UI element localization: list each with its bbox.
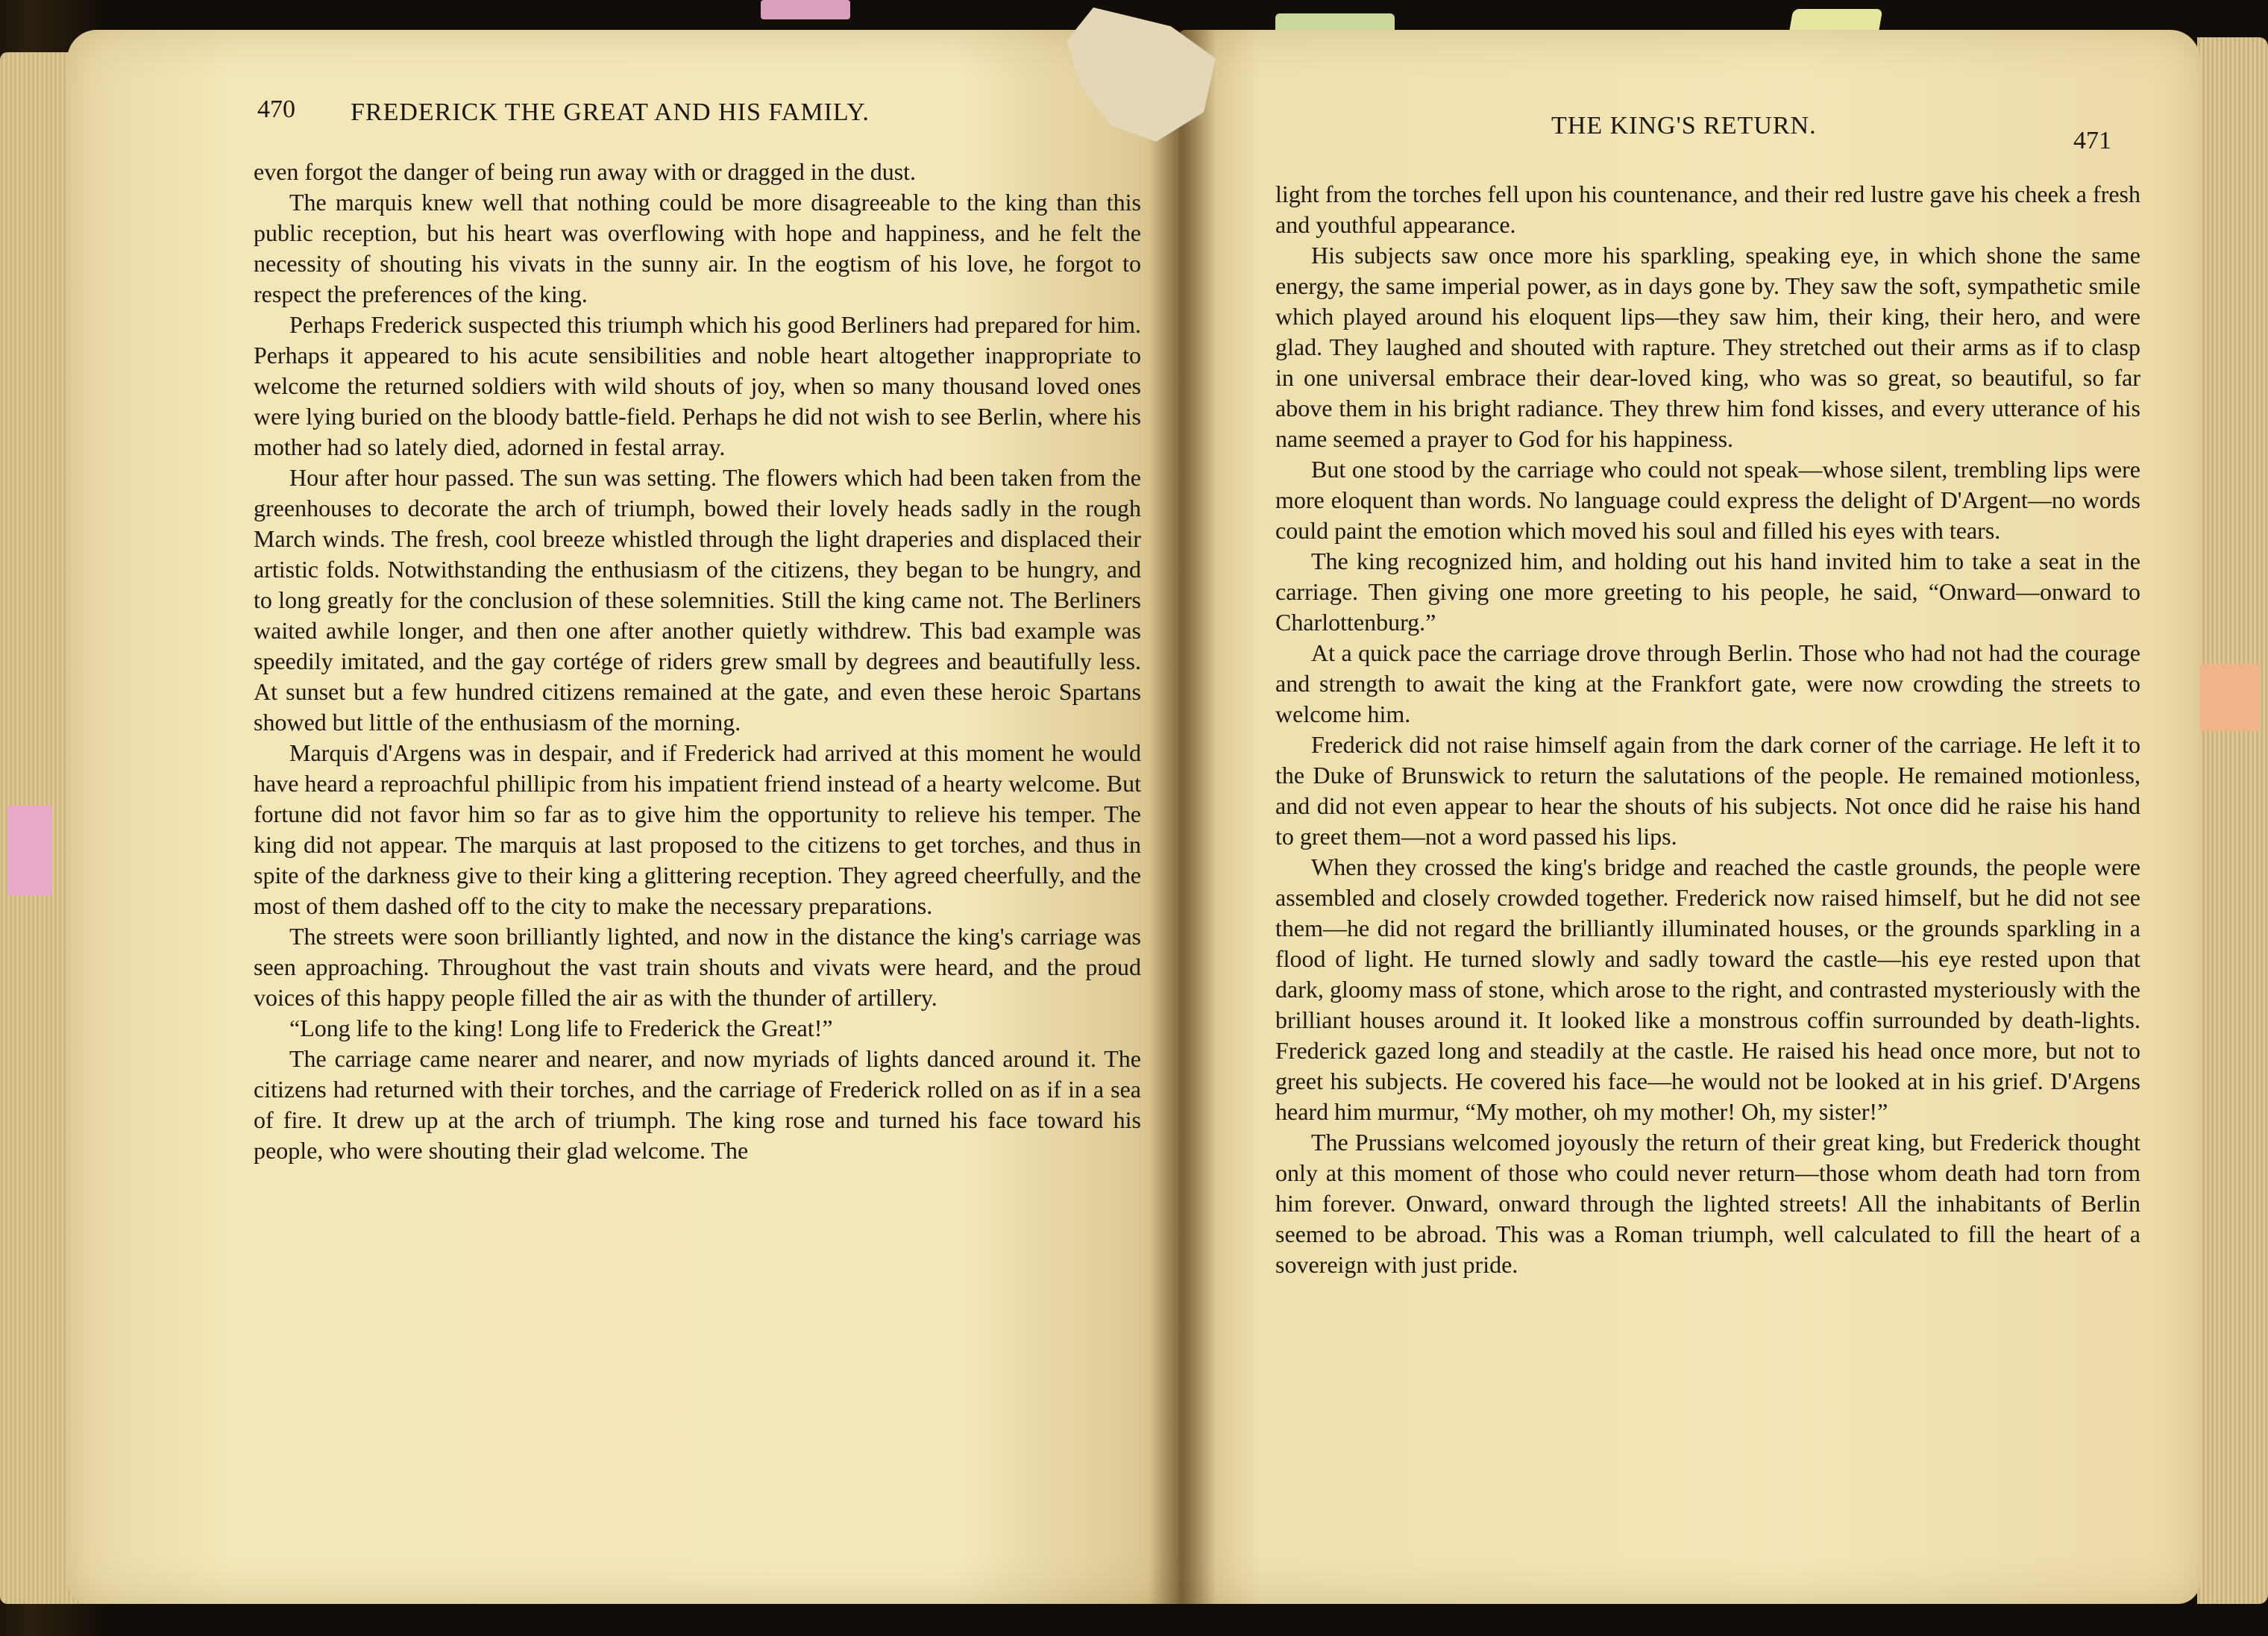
page-body [1275,179,2140,1280]
paragraph: At a quick pace the carriage drove through Berlin. Those who had not had the courage and strength to await the king at the Frankfort gate, were now crowding the streets to welcome him. [1275,639,2140,727]
paragraph: Frederick did not raise himself again from the dark corner of the carriage. He left it to the Duke of Brunswick to return the salutations of the people. He remained motionless, and did not even appear to hear the shouts of his subjects. Not once did he raise his hand to greet them—not a word passed his lips. [1275,731,2140,850]
paragraph: Hour after hour passed. The sun was setting. The flowers which had been taken from the greenhouses to decorate the arch of triumph, bowed their lovely heads sadly in the rough March winds. The fresh, cool breeze whistled through the light draperies and displaced their artistic folds. Notwithstanding the enthusiasm of the citizens, they began to be hungry, and to long greatly for the conclusion of these solemnities. Still the king came not. The Berliners waited awhile longer, and then one after another quietly withdrew. This bad example was speedily imitated, and the gay cortége of riders grew small by degrees and beautifully less. At sunset but a few hundred citizens remained at the gate, and even these heroic Spartans showed but little of the enthusiasm of the morning. [254,464,1141,736]
paragraph: But one stood by the carriage who could not speak—whose silent, trembling lips were more eloquent than words. No language could express the delight of D'Argent—no words could paint the emotion which moved his soul and filled his eyes with tears. [1275,456,2140,544]
paragraph: The streets were soon brilliantly lighted, and now in the distance the king's carriage was seen approaching. Throughout the vast train shouts and vivats were heard, and the proud voices of this happy people filled the air as with the thunder of artillery. [254,923,1141,1011]
book-gutter [1149,30,1216,1604]
paragraph: The king recognized him, and holding out his hand invited him to take a seat in the carriage. Then giving one more greeting to his people, he said, “Onward—onward to Charlottenburg.” [1275,548,2140,636]
running-head: FREDERICK THE GREAT AND HIS FAMILY. [351,98,870,126]
paragraph: Marquis d'Argens was in despair, and if Frederick had arrived at this moment he would have heard a reproachful phillipic from his impatient friend instead of a hearty welcome. But fortune did not favor him so far as to give him the opportunity to relieve his temper. The king did not appear. The marquis at last proposed to the citizens to get torches, and thus in spite of the darkness give to their king a glittering reception. They agreed cheerfully, and the most of them dashed off to the city to make the necessary preparations. [254,739,1141,919]
paragraph: “Long life to the king! Long life to Frederick the Great!” [289,1015,833,1041]
bookmark-tab [761,0,850,19]
page-number: 471 [2073,127,2111,154]
right-page [1178,30,2200,1604]
page-edges-right [2197,37,2268,1604]
page-number: 470 [257,95,295,123]
paragraph: The carriage came nearer and nearer, and now myriads of lights danced around it. The citizens had returned with their torches, and the carriage of Frederick rolled on as if in a sea of fire. It drew up at the arch of triumph. The king rose and turned his face toward his people, who were shouting their glad welcome. The [254,1045,1141,1164]
paragraph: The Prussians welcomed joyously the return of their great king, but Frederick thought only at this moment of those who could never return—those whom death had torn from him forever. Onward, onward through the lighted streets! All the inhabitants of Berlin seemed to be abroad. This was a Roman triumph, well calculated to fill the heart of a sovereign with just pride. [1275,1129,2140,1278]
left-page [67,30,1178,1604]
running-head: THE KING'S RETURN. [1551,112,1817,140]
bookmark-tab [7,806,52,895]
paragraph: The marquis knew well that nothing could be more disagreeable to the king than this public reception, but his heart was overflowing with hope and happiness, and he felt the necessity of shouting his vivats in the sunny air. In the eogtism of his love, he forgot to respect the preferences of the king. [254,189,1141,307]
paragraph: even forgot the danger of being run away with or dragged in the dust. [254,158,917,185]
paragraph: light from the torches fell upon his countenance, and their red lustre gave his cheek a fresh and youthful appearance. [1275,181,2140,238]
paragraph: His subjects saw once more his sparkling, speaking eye, in which shone the same energy, the same imperial power, as in days gone by. They saw the soft, sympathetic smile which played around his eloquent lips—they saw him, their king, their hero, and were glad. They laughed and shouted with rapture. They stretched out their arms as if to clasp in one universal embrace their dear-loved king, who was so great, so beautiful, so far above them in his bright radiance. They threw him fond kisses, and every utterance of his name seemed a prayer to God for his happiness. [1275,242,2140,452]
page-body [254,157,1141,1166]
paragraph: When they crossed the king's bridge and reached the castle grounds, the people were assembled and closely crowded together. Frederick now raised himself, but he did not see them—he did not regard the brilliantly illuminated houses, or the grounds sparkling in a flood of light. He turned slowly and sadly toward the castle—his eye rested upon that dark, gloomy mass of stone, which arose to the right, and contrasted mysteriously with the brilliant houses around it. It looked like a monstrous coffin surrounded by death-lights. Frederick gazed long and steadily at the castle. He raised his head once more, but not to greet his subjects. He covered his face—he would not be looked at in his grief. D'Argens heard him murmur, “My mother, oh my mother! Oh, my sister!” [1275,853,2140,1125]
paragraph: Perhaps Frederick suspected this triumph which his good Berliners had prepared for him. Perhaps it appeared to his acute sensibilities and noble heart altogether inappropriate to welcome the returned soldiers with wild shouts of joy, when so many thousand loved ones were lying buried on the bloody battle-field. Perhaps he did not wish to see Berlin, where his mother had so lately died, adorned in festal array. [254,311,1141,460]
